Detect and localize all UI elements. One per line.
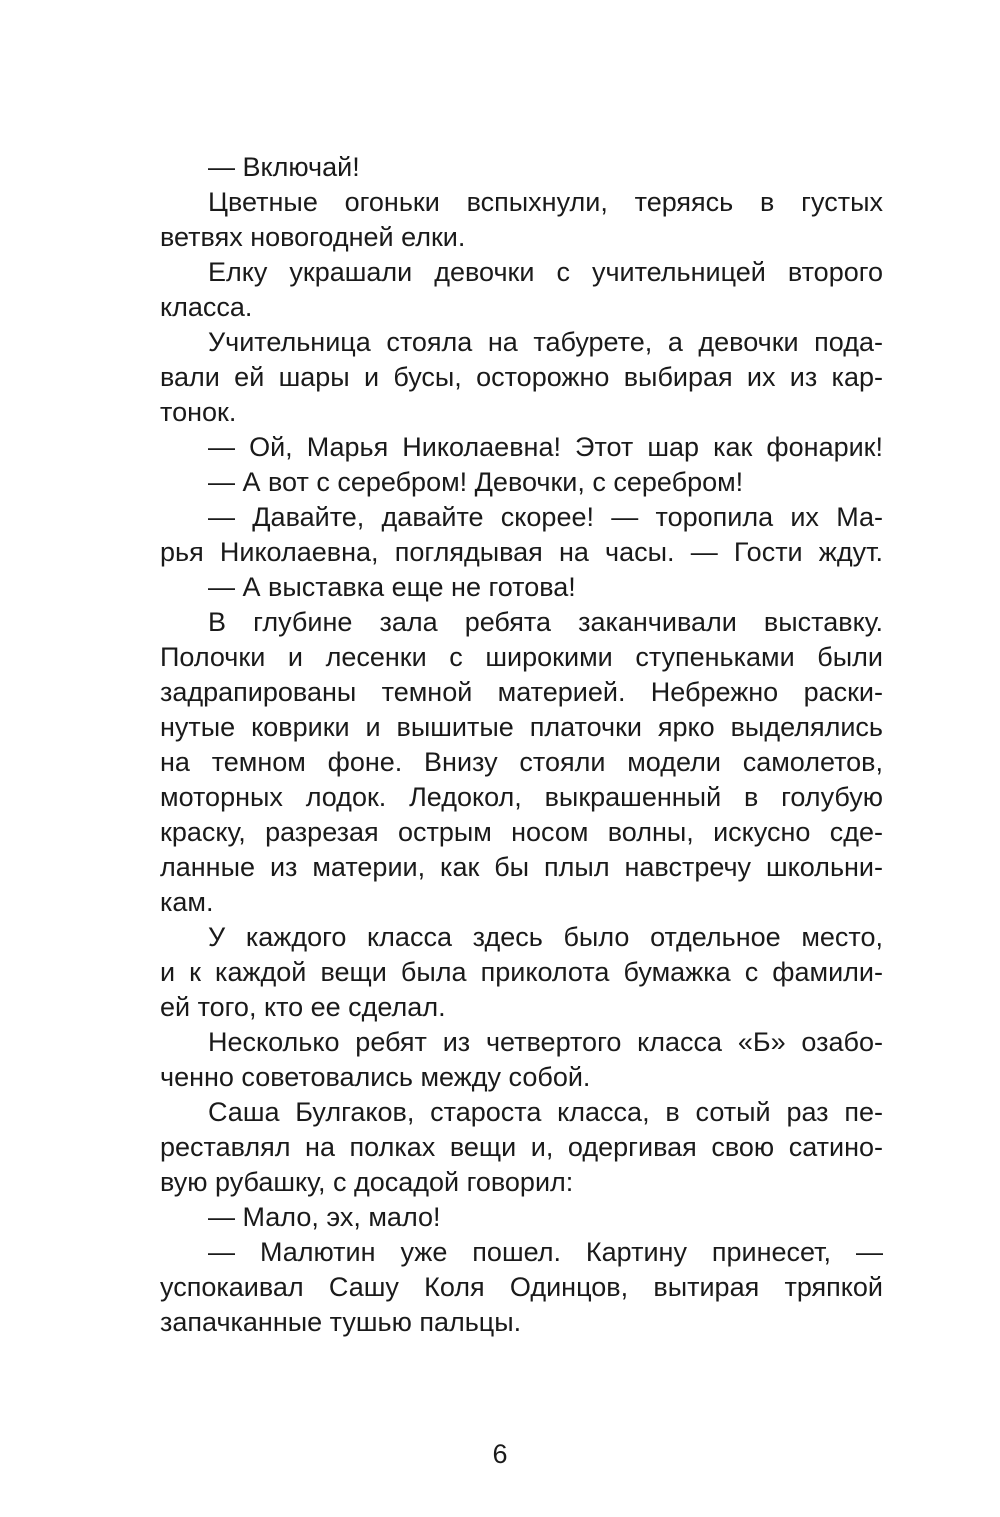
text-line: Учительница стояла на табурете, а девочки пода- xyxy=(208,327,883,357)
text-line: ей того, кто ее сделал. xyxy=(160,992,446,1022)
text-line: — А выставка еще не готова! xyxy=(208,572,576,602)
page-number: 6 xyxy=(492,1439,508,1469)
text-line: тонок. xyxy=(160,397,237,427)
text-line: ченно советовались между собой. xyxy=(160,1062,591,1092)
text-line: — Включай! xyxy=(208,152,360,182)
text-line: — Давайте, давайте скорее! — торопила их Ма- xyxy=(208,502,883,532)
text-line: Саша Булгаков, староста класса, в сотый раз пе- xyxy=(208,1097,883,1127)
text-line: успокаивал Сашу Коля Одинцов, вытирая тряпкой xyxy=(160,1272,883,1302)
text-line: — Малютин уже пошел. Картину принесет, — xyxy=(208,1237,883,1267)
text-line: Полочки и лесенки с широкими ступеньками были xyxy=(160,642,883,672)
text-line: на темном фоне. Внизу стояли модели самолетов, xyxy=(160,747,883,777)
text-line: Несколько ребят из четвертого класса «Б» озабо- xyxy=(208,1027,883,1057)
text-line: моторных лодок. Ледокол, выкрашенный в голубую xyxy=(160,782,883,812)
text-line: — Мало, эх, мало! xyxy=(208,1202,441,1232)
text-line: реставлял на полках вещи и, одергивая свою сатино- xyxy=(160,1132,883,1162)
text-line: У каждого класса здесь было отдельное место, xyxy=(208,922,883,952)
text-line: краску, разрезая острым носом волны, искусно сде- xyxy=(160,817,883,847)
text-line: класса. xyxy=(160,292,253,322)
body-text xyxy=(160,150,883,1340)
text-line: — А вот с серебром! Девочки, с серебром! xyxy=(208,467,744,497)
text-line: Елку украшали девочки с учительницей второго xyxy=(208,257,883,287)
text-line: кам. xyxy=(160,887,214,917)
text-line: и к каждой вещи была приколота бумажка с фамили- xyxy=(160,957,883,987)
text-line: вую рубашку, с досадой говорил: xyxy=(160,1167,574,1197)
text-line: рья Николаевна, поглядывая на часы. — Гости ждут. xyxy=(160,537,883,567)
text-line: запачканные тушью пальцы. xyxy=(160,1307,522,1337)
text-line: ветвях новогодней елки. xyxy=(160,222,466,252)
text-line: нутые коврики и вышитые платочки ярко выделялись xyxy=(160,712,883,742)
text-line: В глубине зала ребята заканчивали выставку. xyxy=(208,607,883,637)
text-line: ланные из материи, как бы плыл навстречу школьни- xyxy=(160,852,883,882)
text-line: вали ей шары и бусы, осторожно выбирая их из кар- xyxy=(160,362,883,392)
text-line: Цветные огоньки вспыхнули, теряясь в густых xyxy=(208,187,883,217)
text-line: — Ой, Марья Николаевна! Этот шар как фонарик! xyxy=(208,432,883,462)
text-line: задрапированы темной материей. Небрежно раски- xyxy=(160,677,883,707)
